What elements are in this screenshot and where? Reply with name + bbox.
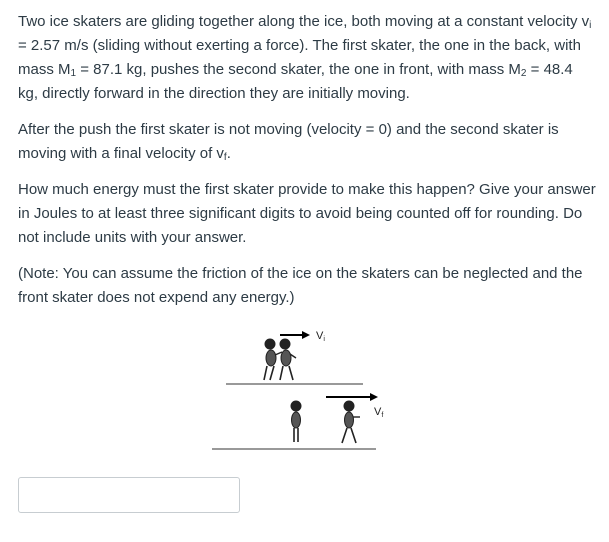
- question-paragraph-1: Two ice skaters are gliding together along the ice, both moving at a constant velocity $v_i = 2.57$ m/s (sliding without exerting a force). The first skater, the one in the back, with mass $M_1 = 87.1$ kg, pushes the second skater, the one in front, with mass $M_2 = 48.4$ kg, directly forward in the direction they are initially moving.: [18, 13, 592, 102]
- skaters-diagram: [208, 322, 388, 458]
- velocity-arrow-final: [326, 393, 378, 401]
- label-vf: Vf: [374, 406, 384, 419]
- answer-input[interactable]: [18, 477, 240, 513]
- question-paragraph-2: After the push the first skater is not moving (velocity = 0) and the second skater is moving with a final velocity of $v_f$.: [18, 121, 559, 163]
- question-paragraph-3: How much energy must the first skater provide to make this happen? Give your answer in Joules to at least three significant digits to avoid being counted off for rounding. Do not include units with your answer.: [18, 181, 596, 246]
- velocity-arrow-initial: [280, 331, 310, 339]
- label-vi: Vi: [316, 330, 325, 343]
- question-note: (Note: You can assume the friction of the ice on the skaters can be neglected and the front skater does not expend any energy.): [18, 265, 583, 306]
- skater-1-stopped: [291, 401, 301, 442]
- skaters-together: [264, 339, 296, 380]
- skater-2-moving: [342, 401, 360, 443]
